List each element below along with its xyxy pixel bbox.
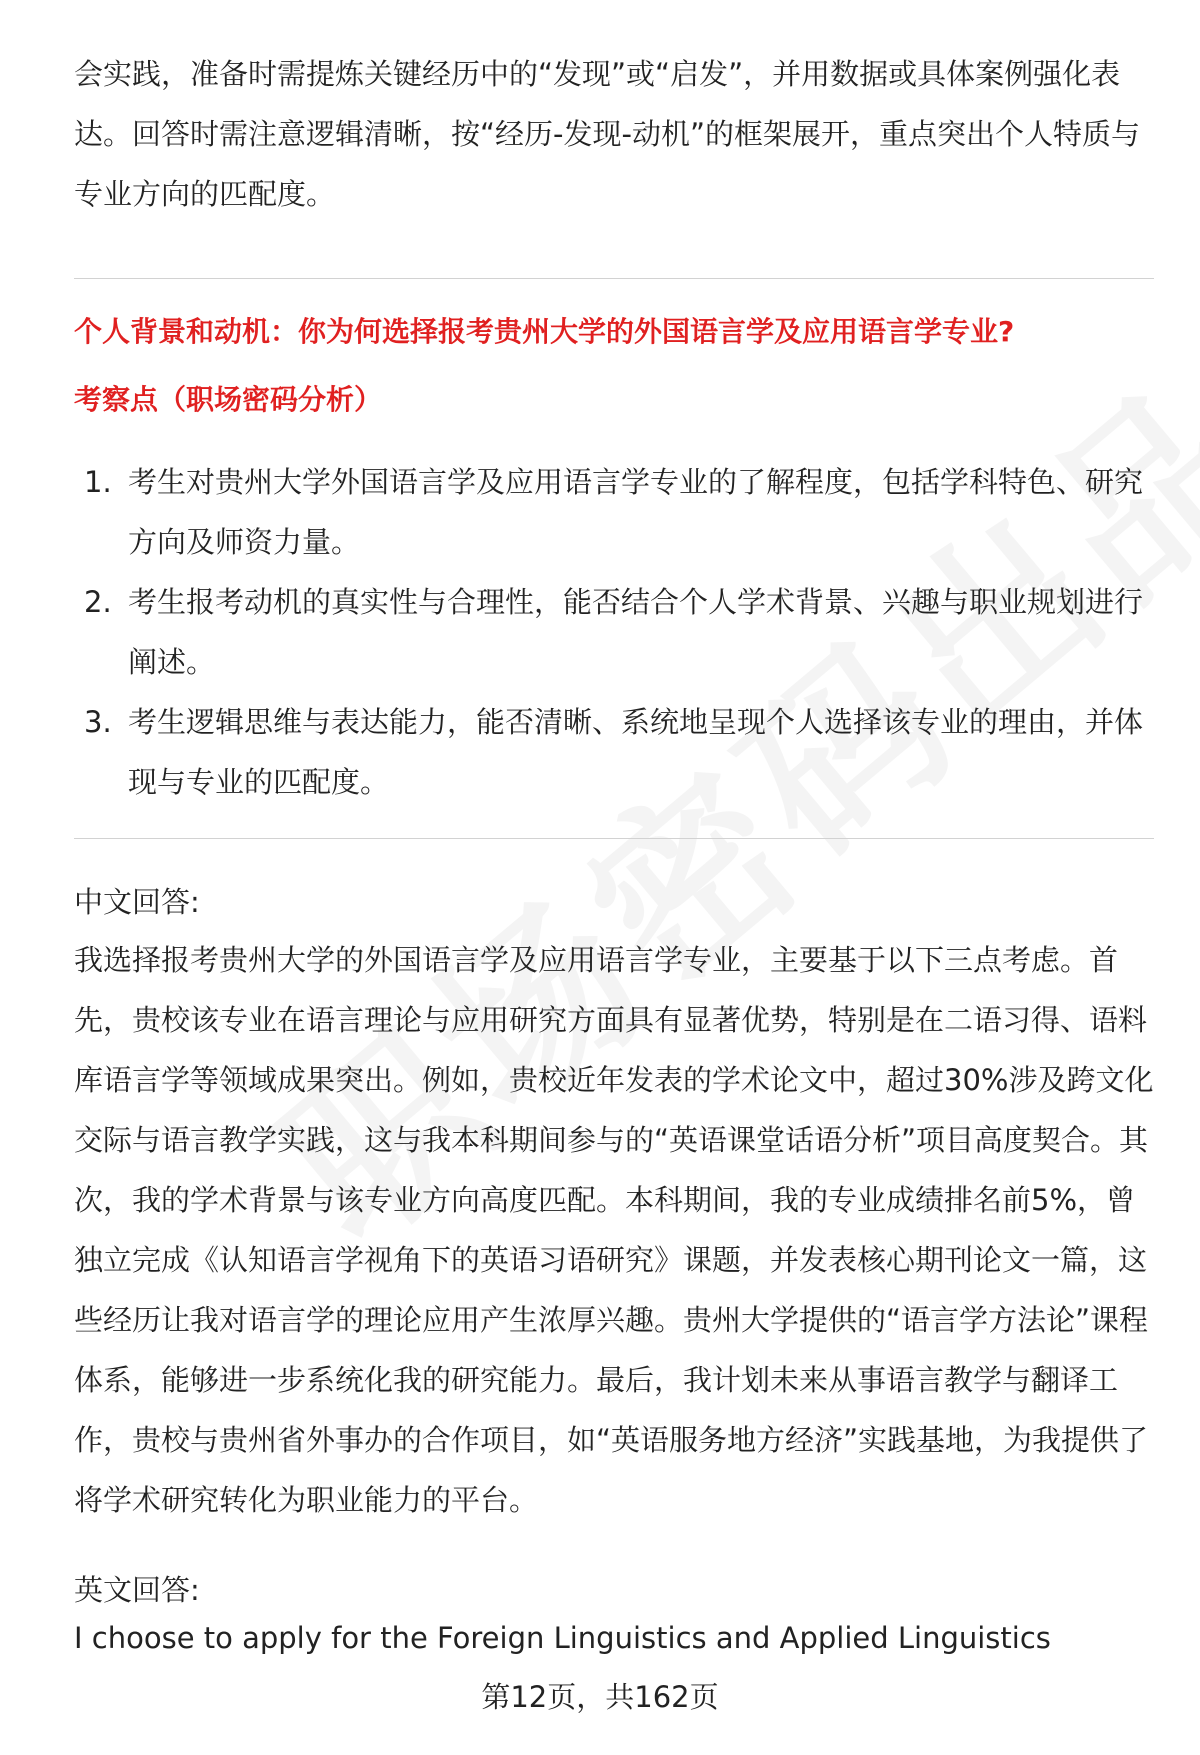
chinese-answer-label: 中文回答: xyxy=(74,885,200,919)
list-item-text: 考生逻辑思维与表达能力，能否清晰、系统地呈现个人选择该专业的理由，并体现与专业的匹配度。 xyxy=(128,705,1144,799)
list-item-number: 3. xyxy=(84,705,112,739)
question-title: 个人背景和动机：你为何选择报考贵州大学的外国语言学及应用语言学专业? xyxy=(74,315,1015,348)
page-footer: 第12页，共162页 xyxy=(481,1680,719,1714)
list-item xyxy=(74,572,1154,692)
english-answer-label: 英文回答: xyxy=(74,1573,200,1607)
question-subtitle: 考察点（职场密码分析） xyxy=(74,383,383,416)
assessment-points-list xyxy=(74,452,1154,812)
intro-paragraph: 会实践，准备时需提炼关键经历中的“发现”或“启发”，并用数据或具体案例强化表达。回答时需注意逻辑清晰，按“经历-发现-动机”的框架展开，重点突出个人特质与专业方向的匹配度。 xyxy=(74,57,1140,211)
section-divider-bottom xyxy=(74,838,1154,839)
section-divider-top xyxy=(74,278,1154,279)
list-item-number: 1. xyxy=(84,465,112,499)
list-item-text: 考生对贵州大学外国语言学及应用语言学专业的了解程度，包括学科特色、研究方向及师资力量。 xyxy=(128,465,1144,559)
list-item-number: 2. xyxy=(84,585,112,619)
list-item xyxy=(74,692,1154,812)
chinese-answer-text: 我选择报考贵州大学的外国语言学及应用语言学专业，主要基于以下三点考虑。首先，贵校该专业在语言理论与应用研究方面具有显著优势，特别是在二语习得、语料库语言学等领域成果突出。例如，贵校近年发表的学术论文中，超过30%涉及跨文化交际与语言教学实践，这与我本科期间参与的“英语课堂话语分析”项目高度契合。其次，我的学术背景与该专业方向高度匹配。本科期间，我的专业成绩排名前5%，曾独立完成《认知语言学视角下的英语习语研究》课题，并发表核心期刊论文一篇，这些经历让我对语言学的理论应用产生浓厚兴趣。贵州大学提供的“语言学方法论”课程体系，能够进一步系统化我的研究能力。最后，我计划未来从事语言教学与翻译工作，贵校与贵州省外事办的合作项目，如“英语服务地方经济”实践基地，为我提供了将学术研究转化为职业能力的平台。 xyxy=(74,943,1154,1517)
english-answer-text: I choose to apply for the Foreign Linguistics and Applied Linguistics xyxy=(74,1621,1051,1655)
list-item-text: 考生报考动机的真实性与合理性，能否结合个人学术背景、兴趣与职业规划进行阐述。 xyxy=(128,585,1144,679)
list-item xyxy=(74,452,1154,572)
